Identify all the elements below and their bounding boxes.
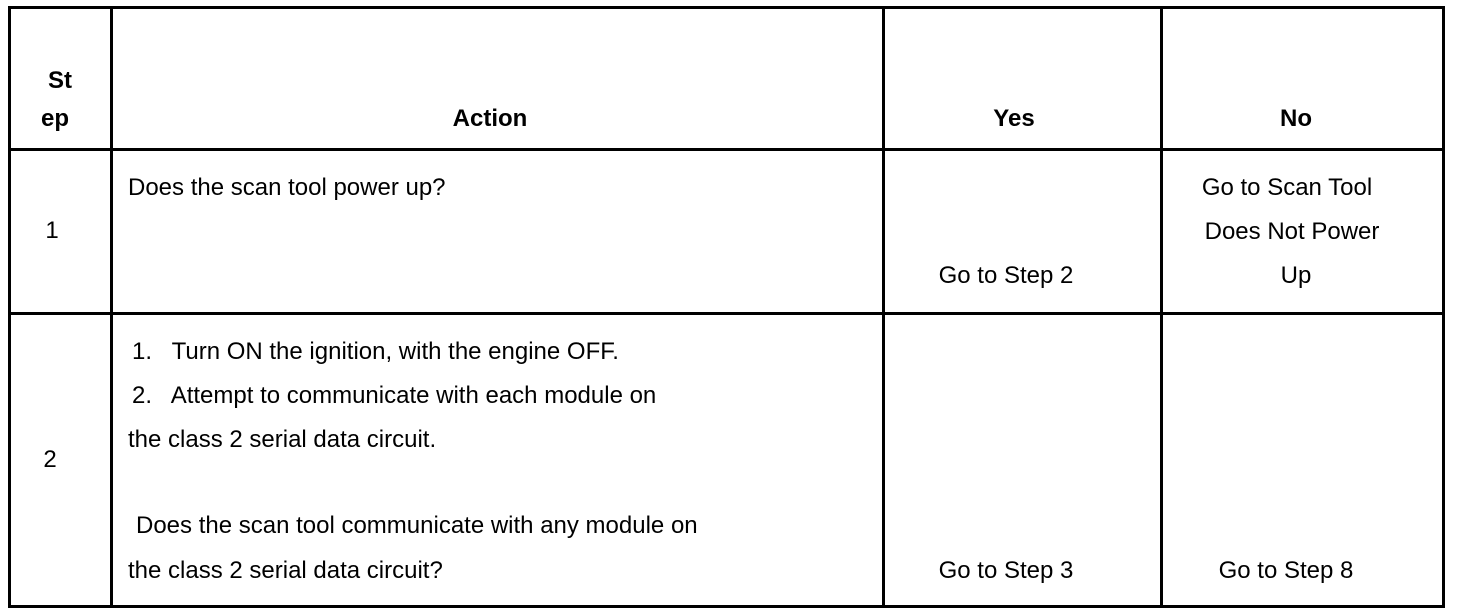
header-action: Action <box>452 105 528 132</box>
column-divider-yes <box>1160 6 1163 608</box>
header-step-line-2: ep <box>40 105 69 132</box>
step-number: 1 <box>45 217 59 244</box>
no-cell-line-3: Up <box>1280 262 1312 289</box>
yes-cell: Go to Step 3 <box>938 557 1074 584</box>
no-cell-line-2: Does Not Power <box>1204 218 1380 245</box>
no-cell-line-1: Go to Scan Tool <box>1201 174 1373 201</box>
action-question-line-2: the class 2 serial data circuit? <box>128 557 443 584</box>
table-border-top <box>8 6 1445 9</box>
row-divider <box>8 312 1445 315</box>
action-item-2: 2. Attempt to communicate with each module on <box>132 382 657 409</box>
no-cell: Go to Step 8 <box>1218 557 1354 584</box>
action-item-2-continuation: the class 2 serial data circuit. <box>128 426 437 453</box>
column-divider-step <box>110 6 113 608</box>
column-divider-action <box>882 6 885 608</box>
header-divider <box>8 148 1445 151</box>
header-step-line-1: St <box>48 67 72 94</box>
yes-cell: Go to Step 2 <box>938 262 1074 289</box>
table-border-bottom <box>8 605 1445 608</box>
header-no: No <box>1280 105 1312 132</box>
action-question-line-1: Does the scan tool communicate with any module on <box>136 512 698 539</box>
action-item-1: 1. Turn ON the ignition, with the engine OFF. <box>132 338 619 365</box>
action-question: Does the scan tool power up? <box>128 174 446 201</box>
table-border-right <box>1442 6 1445 608</box>
step-number: 2 <box>43 446 57 473</box>
header-yes: Yes <box>993 105 1035 132</box>
